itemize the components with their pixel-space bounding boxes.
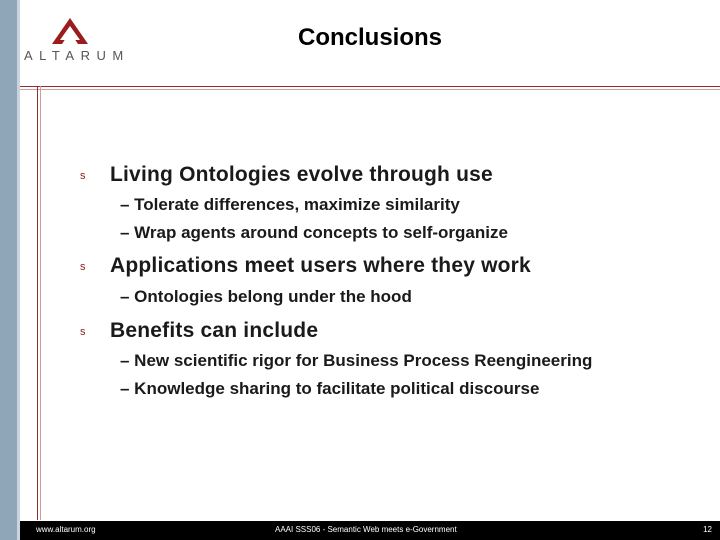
sub-bullet: – Knowledge sharing to facilitate political discourse	[120, 379, 540, 398]
sub-bullet: – Wrap agents around concepts to self-organize	[120, 223, 508, 242]
footer-website: www.altarum.org	[36, 525, 96, 534]
sub-bullet: – Tolerate differences, maximize similarity	[120, 195, 460, 214]
logo-wordmark: ALTARUM	[24, 48, 130, 63]
footer-bar	[20, 521, 720, 540]
slide-title: Conclusions	[297, 24, 442, 51]
bullet-text: Living Ontologies evolve through use	[110, 163, 493, 186]
bullet-text: Benefits can include	[110, 319, 319, 342]
footer-event: AAAI SSS06 - Semantic Web meets e-Government	[275, 525, 457, 534]
page-number: 12	[703, 525, 712, 534]
left-sidebar-bar	[0, 0, 17, 540]
altarum-logo	[22, 16, 152, 64]
left-divider-secondary	[40, 86, 41, 520]
header-divider	[20, 86, 720, 87]
sub-bullet: – New scientific rigor for Business Process Reengineering	[120, 351, 593, 370]
left-sidebar-edge	[17, 0, 20, 540]
altarum-triangle-logo-icon	[22, 16, 152, 64]
sub-bullet: – Ontologies belong under the hood	[120, 287, 412, 306]
bullet-icon: s	[80, 170, 86, 182]
header-divider-secondary	[20, 89, 720, 90]
bullet-icon: s	[80, 326, 86, 338]
bullet-icon: s	[80, 261, 86, 273]
bullet-text: Applications meet users where they work	[110, 254, 531, 277]
left-divider	[37, 86, 38, 520]
